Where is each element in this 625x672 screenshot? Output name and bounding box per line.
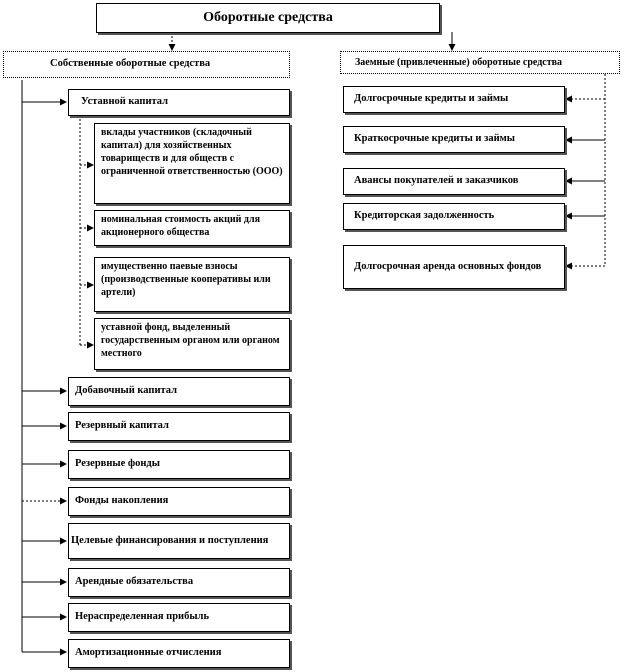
own-item-node: Целевые финансирования и поступления [68, 523, 290, 559]
borrowed-assets-header: Заемные (привлеченные) оборотные средства [340, 51, 620, 74]
charter-sub-node-2: номинальная стоимость акций для акционерного общества [94, 210, 290, 246]
own-item-node: Нераспределенная прибыль [68, 603, 290, 632]
borrowed-item-node: Краткосрочные кредиты и займы [343, 126, 565, 153]
own-item-node: Добавочный капитал [68, 377, 290, 406]
borrowed-item-node: Кредиторская задолженность [343, 203, 565, 230]
own-item-node: Резервный капитал [68, 412, 290, 441]
borrowed-item-node: Авансы покупателей и заказчиков [343, 168, 565, 195]
own-item-node: Амортизационные отчисления [68, 639, 290, 668]
own-item-node: Резервные фонды [68, 450, 290, 479]
borrowed-item-node: Долгосрочная аренда основных фондов [343, 245, 565, 289]
own-item-node: Арендные обязательства [68, 568, 290, 597]
charter-sub-node-4: уставной фонд, выделенный государственным органом или органом местного [94, 318, 290, 370]
charter-capital-node: Уставной капитал [68, 89, 290, 116]
root-node: Оборотные средства [96, 3, 440, 33]
own-item-node: Фонды накопления [68, 487, 290, 516]
charter-sub-node-3: имущественно паевые взносы (производственные кооперативы или артели) [94, 257, 290, 312]
own-assets-header: Собственные оборотные средства [3, 51, 290, 78]
charter-sub-node-1: вклады участников (складочный капитал) для хозяйственных товариществ и для обществ с ограниченной ответственностью (ООО) [94, 123, 290, 204]
borrowed-item-node: Долгосрочные кредиты и займы [343, 86, 565, 113]
